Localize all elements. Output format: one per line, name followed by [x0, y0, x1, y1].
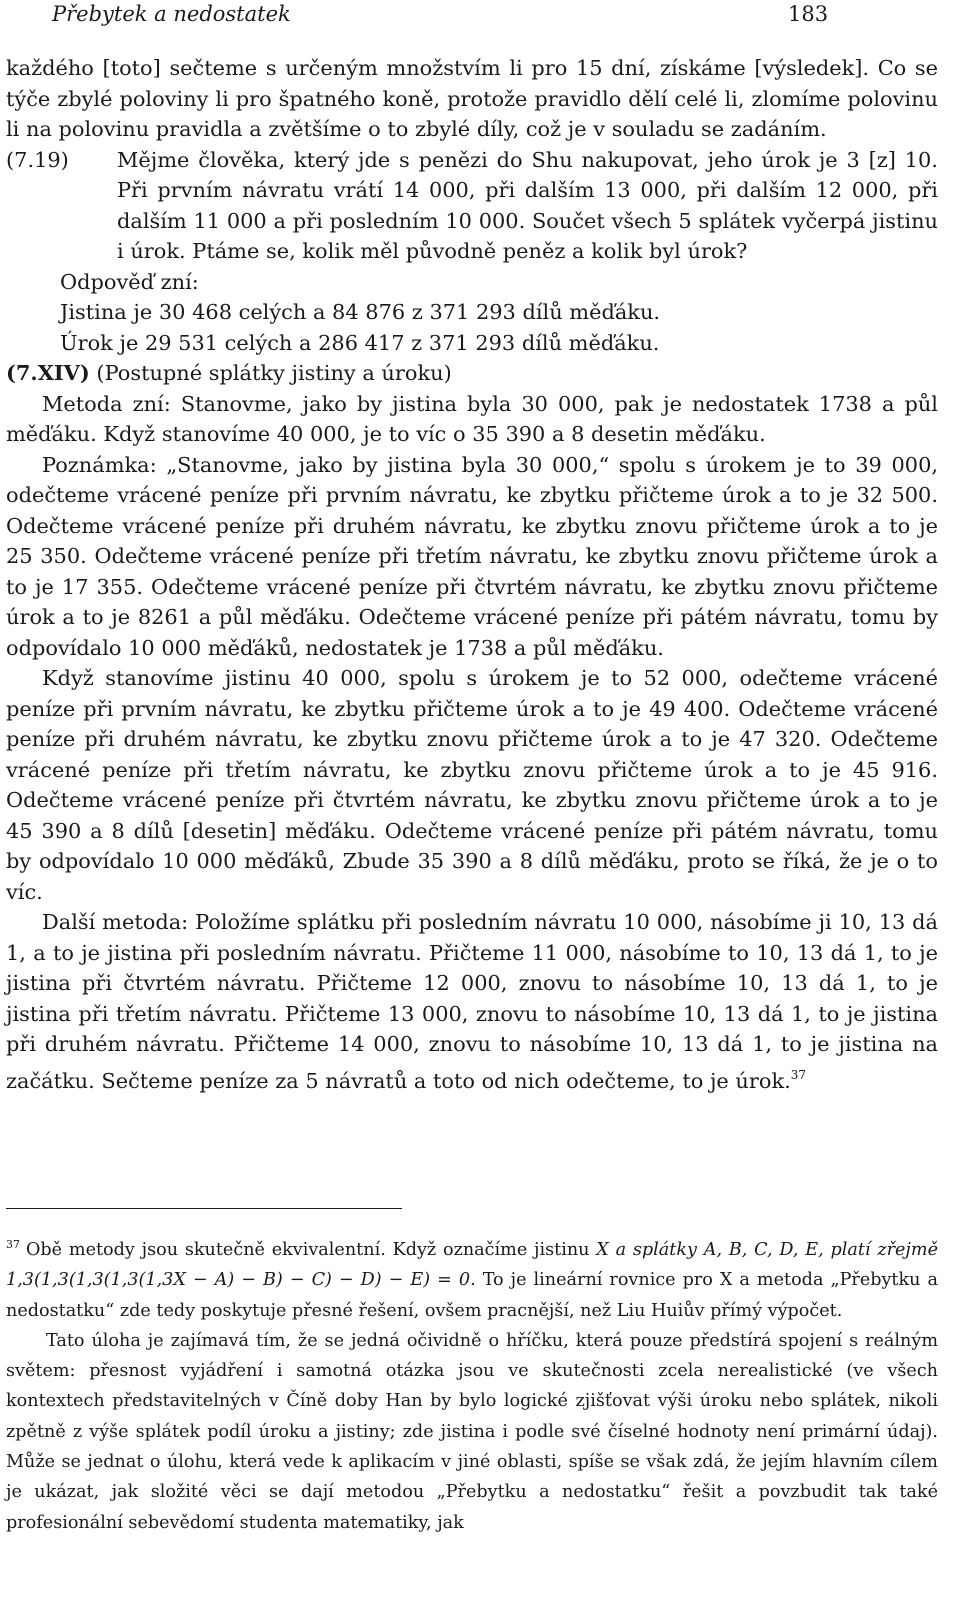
- footnote-mark: 37: [6, 1238, 20, 1251]
- note-paragraph-1: Poznámka: „Stanovme, jako by jistina byla 30 000,“ spolu s úrokem je to 39 000, odečteme vrácené peníze při prvním návratu, ke zbytku přičteme úrok a to je 32 500. Odečteme vrácené peníze při druhém návratu, ke zbytku znovu přičteme úrok a to je 25 350. Odečteme vrácené peníze při třetím návratu, ke zbytku znovu přičteme úrok a to je 17 355. Odečteme vrácené peníze při čtvrtém návratu, ke zbytku znovu přičteme úrok a to je 8261 a půl měďáku. Odečteme vrácené peníze při pátém návratu, tomu by odpovídalo 10 000 měďáků, nedostatek je 1738 a půl měďáku.: [6, 452, 938, 660]
- running-header: [6, 0, 938, 30]
- answer-block: [6, 267, 938, 359]
- note-paragraph-3-text: Další metoda: Položíme splátku při posledním návratu 10 000, násobíme ji 10, 13 dá 1, a to je jistina při posledním návratu. Přičteme 11 000, násobíme to 10, 13 dá 1, to je jistina při čtvrtém návratu. Přičteme 12 000, znovu to násobíme 10, 13 dá 1, to je jistina při třetím návratu. Přičteme 13 000, znovu to násobíme 10, 13 dá 1, to je jistina při druhém návratu. Přičteme 14 000, znovu to násobíme 10, 13 dá 1, to je jistina na začátku. Sečteme peníze za 5 návratů a toto od nich odečteme, to je úrok.: [6, 910, 938, 1093]
- footnotes: [6, 1230, 938, 1538]
- footnote-37-text-b: To je lineární rovnice pro X a metoda „Přebytku a nedostatku“ zde tedy poskytuje přesné řešení, ovšem pracnější, než Liu Huiův přímý výpočet.: [6, 1270, 938, 1321]
- method-paragraph: Metoda zní: Stanovme, jako by jistina byla 30 000, pak je nedostatek 1738 a půl měďáku. Když stanovíme 40 000, je to víc o 35 390 a 8 desetin měďáku.: [6, 391, 938, 446]
- footnote-37-text-a: Obě metody jsou skutečně ekvivalentní. Když označíme jistinu: [26, 1240, 597, 1260]
- problem-xiv-title: (Postupné splátky jistiny a úroku): [96, 361, 452, 385]
- problem-xiv-heading: [6, 358, 938, 389]
- problem-content: [117, 145, 938, 267]
- problem-xiv-number: (7.XIV): [6, 360, 90, 385]
- note-paragraph-2: Když stanovíme jistinu 40 000, spolu s úrokem je to 52 000, odečteme vrácené peníze při prvním návratu, ke zbytku přičteme úrok a to je 49 400. Odečteme vrácené peníze při druhém návratu, ke zbytku znovu přičteme úrok a to je 47 320. Odečteme vrácené peníze při třetím návratu, ke zbytku znovu přičteme úrok a to je 45 916. Odečteme vrácené peníze při čtvrtém návratu, ke zbytku znovu přičteme úrok a to je 45 390 a 8 dílů [desetin] měďáku. Odečteme vrácené peníze při pátém návratu, tomu by odpovídalo 10 000 měďáků, Zbude 35 390 a 8 dílů měďáku, proto se říká, že je o to víc.: [6, 666, 938, 904]
- footnote-37-paragraph-2: Tato úloha je zajímavá tím, že se jedná očividně o hříčku, která pouze předstírá spojení s reálným světem: přesnost vyjádření i samotná otázka jsou ve skutečnosti zcela nerealistické (ve všech kontextech představitelných v Číně doby Han by bylo logické zjišťovat výši úroku nebo splátek, nikoli zpětně z výše splátek podíl úroku a jistiny; zde jistina i podle své číselné hodnoty není primární údaj). Může se jednat o úlohu, která vede k aplikacím v jiné oblasti, spíše se však zdá, že jejím hlavním cílem je ukázat, jak složité věci se dají metodou „Přebytku a nedostatku“ řešit a povzbudit tak také profesionální sebevědomí studenta matematiky, jak: [6, 1330, 938, 1533]
- answer-label: Odpověď zní:: [60, 269, 199, 294]
- footnote-37-formula: X a splátky A, B, C, D, E, platí zřejmě 1,3(1,3(1,3(1,3(1,3X − A) − B) − C) − D) − E) = 0.: [6, 1240, 938, 1291]
- footnote-reference[interactable]: 37: [790, 1067, 807, 1082]
- running-title: Přebytek a nedostatek: [52, 2, 291, 26]
- page-number: 183: [788, 2, 829, 26]
- main-text: [6, 53, 938, 1096]
- intro-paragraph: každého [toto] sečteme s určeným množstvím li pro 15 dní, získáme [výsledek]. Co se týče zbylé poloviny li pro špatného koně, protože pravidlo dělí celé li, zlomíme polovinu li na polovinu pravidla a zvětšíme o to zbylé díly, což je v souladu se zadáním.: [6, 56, 938, 141]
- answer-line-1: Jistina je 30 468 celých a 84 876 z 371 293 dílů měďáku.: [60, 300, 661, 324]
- footnote-37: [6, 1230, 938, 1326]
- problem-text: Mějme člověka, který jde s penězi do Shu nakupovat, jeho úrok je 3 [z] 10. Při prvním návratu vrátí 14 000, při dalším 13 000, při dalším 12 000, při dalším 11 000 a při posledním 10 000. Součet všech 5 splátek vyčerpá jistinu i úrok. Ptáme se, kolik měl původně peněz a kolik byl úrok?: [117, 147, 938, 263]
- problem-7-19: [6, 145, 938, 267]
- problem-number: (7.19): [6, 147, 69, 172]
- answer-line-2: Úrok je 29 531 celých a 286 417 z 371 293 dílů měďáku.: [60, 330, 660, 355]
- note-paragraph-3: [6, 907, 938, 1096]
- footnote-rule: [6, 1208, 402, 1209]
